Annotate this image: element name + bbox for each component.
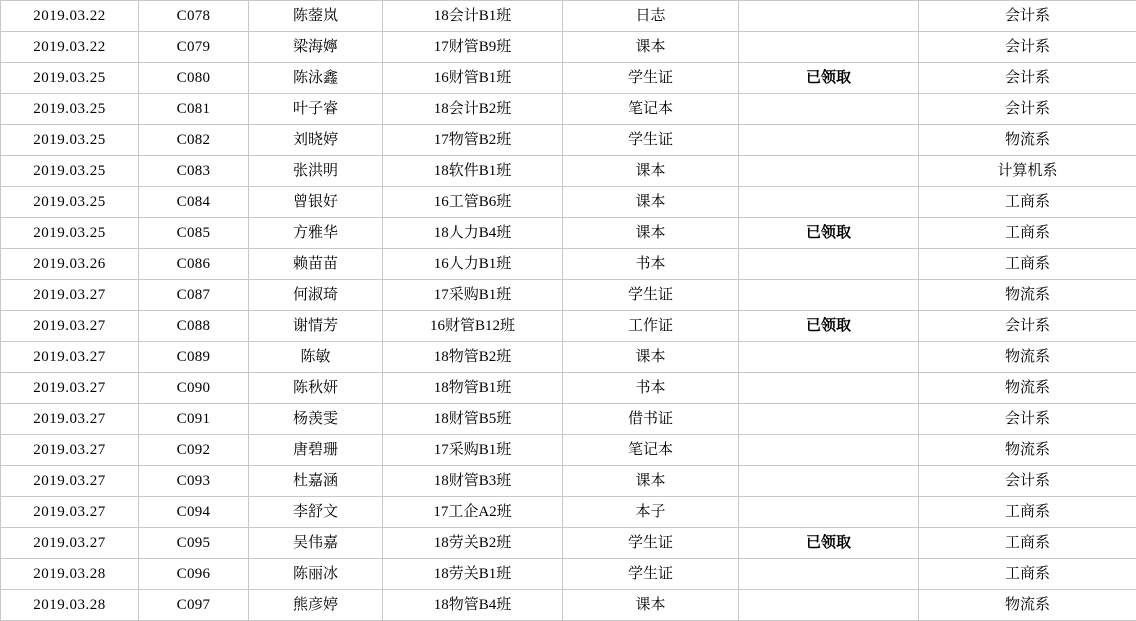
cell-record-id: C085	[139, 218, 249, 249]
cell-class-name: 17物管B2班	[383, 125, 563, 156]
cell-claim-status: 已领取	[739, 63, 919, 94]
table-row	[1, 559, 1136, 590]
cell-date: 2019.03.28	[1, 559, 139, 590]
table-row	[1, 466, 1136, 497]
cell-claim-status	[739, 32, 919, 63]
cell-class-name: 18财管B5班	[383, 404, 563, 435]
table-row	[1, 497, 1136, 528]
cell-record-id: C094	[139, 497, 249, 528]
table-row	[1, 280, 1136, 311]
cell-record-id: C095	[139, 528, 249, 559]
table-row	[1, 373, 1136, 404]
table-row	[1, 1, 1136, 32]
cell-student-name: 刘晓婷	[249, 125, 383, 156]
cell-item-type: 课本	[563, 466, 739, 497]
cell-item-type: 学生证	[563, 528, 739, 559]
cell-date: 2019.03.22	[1, 32, 139, 63]
cell-item-type: 课本	[563, 590, 739, 621]
cell-date: 2019.03.25	[1, 63, 139, 94]
cell-student-name: 陈敏	[249, 342, 383, 373]
cell-department: 工商系	[919, 218, 1136, 249]
cell-claim-status	[739, 404, 919, 435]
cell-record-id: C088	[139, 311, 249, 342]
cell-item-type: 借书证	[563, 404, 739, 435]
cell-student-name: 陈丽冰	[249, 559, 383, 590]
table-row	[1, 404, 1136, 435]
cell-department: 物流系	[919, 125, 1136, 156]
cell-record-id: C084	[139, 187, 249, 218]
cell-department: 会计系	[919, 32, 1136, 63]
cell-class-name: 17采购B1班	[383, 280, 563, 311]
cell-student-name: 谢情芳	[249, 311, 383, 342]
cell-class-name: 16人力B1班	[383, 249, 563, 280]
cell-item-type: 课本	[563, 218, 739, 249]
cell-record-id: C097	[139, 590, 249, 621]
cell-claim-status	[739, 590, 919, 621]
cell-department: 工商系	[919, 559, 1136, 590]
cell-department: 会计系	[919, 1, 1136, 32]
table-row	[1, 590, 1136, 621]
cell-record-id: C089	[139, 342, 249, 373]
cell-department: 会计系	[919, 404, 1136, 435]
cell-student-name: 陈蓥岚	[249, 1, 383, 32]
cell-date: 2019.03.27	[1, 435, 139, 466]
cell-student-name: 陈泳鑫	[249, 63, 383, 94]
cell-item-type: 工作证	[563, 311, 739, 342]
cell-date: 2019.03.27	[1, 373, 139, 404]
cell-claim-status	[739, 435, 919, 466]
cell-record-id: C087	[139, 280, 249, 311]
cell-class-name: 17工企A2班	[383, 497, 563, 528]
cell-claim-status	[739, 497, 919, 528]
table-row	[1, 156, 1136, 187]
cell-item-type: 笔记本	[563, 435, 739, 466]
cell-student-name: 吴伟嘉	[249, 528, 383, 559]
cell-claim-status	[739, 187, 919, 218]
cell-item-type: 学生证	[563, 63, 739, 94]
cell-date: 2019.03.25	[1, 187, 139, 218]
table-body	[1, 1, 1136, 621]
cell-date: 2019.03.22	[1, 1, 139, 32]
cell-department: 工商系	[919, 497, 1136, 528]
cell-class-name: 16工管B6班	[383, 187, 563, 218]
cell-department: 工商系	[919, 187, 1136, 218]
cell-date: 2019.03.27	[1, 342, 139, 373]
table-row	[1, 435, 1136, 466]
cell-date: 2019.03.27	[1, 497, 139, 528]
cell-class-name: 16财管B12班	[383, 311, 563, 342]
cell-class-name: 18软件B1班	[383, 156, 563, 187]
cell-item-type: 课本	[563, 32, 739, 63]
cell-claim-status	[739, 373, 919, 404]
cell-item-type: 书本	[563, 249, 739, 280]
cell-claim-status	[739, 1, 919, 32]
cell-item-type: 书本	[563, 373, 739, 404]
cell-class-name: 18物管B2班	[383, 342, 563, 373]
cell-department: 会计系	[919, 94, 1136, 125]
cell-class-name: 18会计B2班	[383, 94, 563, 125]
cell-item-type: 课本	[563, 187, 739, 218]
table-row	[1, 63, 1136, 94]
cell-student-name: 曾银好	[249, 187, 383, 218]
cell-record-id: C080	[139, 63, 249, 94]
cell-student-name: 张洪明	[249, 156, 383, 187]
cell-record-id: C083	[139, 156, 249, 187]
cell-record-id: C082	[139, 125, 249, 156]
cell-claim-status	[739, 280, 919, 311]
cell-date: 2019.03.26	[1, 249, 139, 280]
cell-student-name: 赖苗苗	[249, 249, 383, 280]
cell-student-name: 陈秋妍	[249, 373, 383, 404]
cell-class-name: 18财管B3班	[383, 466, 563, 497]
cell-claim-status	[739, 156, 919, 187]
cell-student-name: 叶子睿	[249, 94, 383, 125]
table-row	[1, 125, 1136, 156]
cell-claim-status	[739, 559, 919, 590]
cell-date: 2019.03.25	[1, 156, 139, 187]
cell-claim-status	[739, 342, 919, 373]
cell-department: 物流系	[919, 373, 1136, 404]
cell-record-id: C090	[139, 373, 249, 404]
cell-department: 物流系	[919, 590, 1136, 621]
cell-claim-status: 已领取	[739, 528, 919, 559]
cell-date: 2019.03.25	[1, 125, 139, 156]
cell-class-name: 16财管B1班	[383, 63, 563, 94]
table-row	[1, 311, 1136, 342]
cell-department: 物流系	[919, 342, 1136, 373]
cell-department: 工商系	[919, 249, 1136, 280]
cell-student-name: 方雅华	[249, 218, 383, 249]
table-row	[1, 249, 1136, 280]
cell-department: 计算机系	[919, 156, 1136, 187]
cell-class-name: 18劳关B2班	[383, 528, 563, 559]
cell-item-type: 本子	[563, 497, 739, 528]
cell-class-name: 18劳关B1班	[383, 559, 563, 590]
cell-record-id: C079	[139, 32, 249, 63]
table-row	[1, 218, 1136, 249]
cell-class-name: 17财管B9班	[383, 32, 563, 63]
table-row	[1, 528, 1136, 559]
cell-record-id: C078	[139, 1, 249, 32]
cell-record-id: C093	[139, 466, 249, 497]
cell-item-type: 学生证	[563, 559, 739, 590]
cell-department: 会计系	[919, 63, 1136, 94]
cell-class-name: 18人力B4班	[383, 218, 563, 249]
cell-claim-status	[739, 125, 919, 156]
cell-date: 2019.03.27	[1, 404, 139, 435]
cell-class-name: 18会计B1班	[383, 1, 563, 32]
cell-department: 物流系	[919, 280, 1136, 311]
table-row	[1, 342, 1136, 373]
cell-item-type: 学生证	[563, 280, 739, 311]
cell-class-name: 17采购B1班	[383, 435, 563, 466]
cell-date: 2019.03.27	[1, 466, 139, 497]
cell-item-type: 课本	[563, 342, 739, 373]
cell-student-name: 熊彦婷	[249, 590, 383, 621]
cell-student-name: 杨羡雯	[249, 404, 383, 435]
cell-record-id: C096	[139, 559, 249, 590]
cell-date: 2019.03.27	[1, 311, 139, 342]
cell-record-id: C091	[139, 404, 249, 435]
cell-claim-status	[739, 94, 919, 125]
table-row	[1, 32, 1136, 63]
cell-item-type: 学生证	[563, 125, 739, 156]
cell-item-type: 课本	[563, 156, 739, 187]
cell-student-name: 杜嘉涵	[249, 466, 383, 497]
cell-claim-status: 已领取	[739, 218, 919, 249]
cell-date: 2019.03.27	[1, 280, 139, 311]
cell-class-name: 18物管B4班	[383, 590, 563, 621]
cell-department: 会计系	[919, 466, 1136, 497]
cell-department: 会计系	[919, 311, 1136, 342]
table-row	[1, 94, 1136, 125]
cell-record-id: C092	[139, 435, 249, 466]
cell-date: 2019.03.27	[1, 528, 139, 559]
cell-claim-status	[739, 466, 919, 497]
cell-student-name: 唐碧珊	[249, 435, 383, 466]
cell-date: 2019.03.25	[1, 218, 139, 249]
cell-student-name: 梁海嬣	[249, 32, 383, 63]
cell-department: 物流系	[919, 435, 1136, 466]
cell-class-name: 18物管B1班	[383, 373, 563, 404]
table-row	[1, 187, 1136, 218]
cell-student-name: 何淑琦	[249, 280, 383, 311]
cell-record-id: C081	[139, 94, 249, 125]
cell-department: 工商系	[919, 528, 1136, 559]
cell-record-id: C086	[139, 249, 249, 280]
cell-date: 2019.03.28	[1, 590, 139, 621]
cell-claim-status: 已领取	[739, 311, 919, 342]
cell-item-type: 日志	[563, 1, 739, 32]
cell-date: 2019.03.25	[1, 94, 139, 125]
cell-student-name: 李舒文	[249, 497, 383, 528]
cell-item-type: 笔记本	[563, 94, 739, 125]
cell-claim-status	[739, 249, 919, 280]
